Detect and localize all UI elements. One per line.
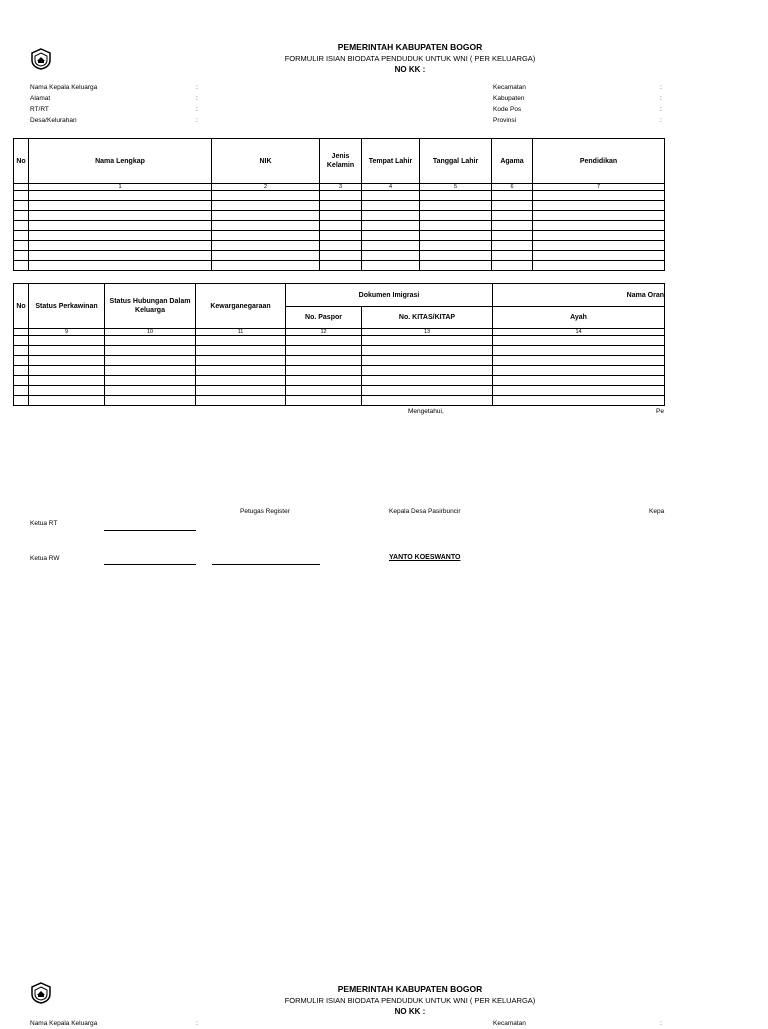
no-kk-label: NO KK : <box>394 1007 426 1016</box>
col-number: 1 <box>29 184 212 191</box>
col-number: 12 <box>286 329 362 336</box>
info-colon: : <box>196 84 198 91</box>
col-header: Dokumen Imigrasi <box>286 284 493 307</box>
info-colon: : <box>196 106 198 113</box>
header-title: PEMERINTAH KABUPATEN BOGOR <box>337 984 483 994</box>
col-number: 3 <box>320 184 362 191</box>
table-row <box>14 356 665 366</box>
col-header: Pendidikan <box>533 139 665 184</box>
status-table <box>13 283 665 406</box>
col-header: Kewarganegaraan <box>196 284 286 329</box>
table-row <box>14 231 665 241</box>
ketua-rt-label: Ketua RT <box>30 520 58 527</box>
form-header <box>230 42 590 75</box>
petugas-register-label: Petugas Register <box>240 508 290 515</box>
col-header: NIK <box>212 139 320 184</box>
kepa-label: Kepa <box>649 508 665 515</box>
ketua-rt-signature-line <box>104 530 196 531</box>
info-colon: : <box>660 84 662 91</box>
bogor-emblem-icon <box>30 48 52 70</box>
table-row <box>14 201 665 211</box>
info-right <box>493 82 668 126</box>
col-header: Nama Lengkap <box>29 139 212 184</box>
col-header: No <box>14 284 29 329</box>
table-row <box>14 346 665 356</box>
col-number: 11 <box>196 329 286 336</box>
header-subtitle: FORMULIR ISIAN BIODATA PENDUDUK UNTUK WNI ( PER KELUARGA) <box>284 996 536 1005</box>
info-left <box>30 82 210 126</box>
table-row <box>14 251 665 261</box>
header-title: PEMERINTAH KABUPATEN BOGOR <box>337 42 483 52</box>
col-header: No <box>14 139 29 184</box>
col-number <box>14 184 29 191</box>
col-number: 14 <box>493 329 665 336</box>
form-header <box>230 984 590 1017</box>
info-colon: : <box>196 117 198 124</box>
ketua-rw-label: Ketua RW <box>30 555 60 562</box>
info-label: Kabupaten <box>493 95 525 102</box>
info-label: RT/RT <box>30 106 49 113</box>
info-label: Alamat <box>30 95 51 102</box>
info-colon: : <box>660 117 662 124</box>
table-row <box>14 366 665 376</box>
col-header: Tempat Lahir <box>362 139 420 184</box>
info-label: Provinsi <box>493 117 517 124</box>
petugas-register-signature-line <box>212 564 320 565</box>
info-colon: : <box>660 95 662 102</box>
info-colon: : <box>196 95 198 102</box>
info-colon: : <box>660 106 662 113</box>
col-header: Tanggal Lahir <box>420 139 492 184</box>
table-row <box>14 241 665 251</box>
col-number: 7 <box>533 184 665 191</box>
col-number: 13 <box>362 329 493 336</box>
col-number: 4 <box>362 184 420 191</box>
table-row <box>14 336 665 346</box>
table-row <box>14 211 665 221</box>
table-row <box>14 376 665 386</box>
ketua-rw-signature-line <box>104 564 196 565</box>
col-number: 5 <box>420 184 492 191</box>
header-subtitle: FORMULIR ISIAN BIODATA PENDUDUK UNTUK WNI ( PER KELUARGA) <box>284 54 536 63</box>
col-number: 9 <box>29 329 105 336</box>
col-header: Status Perkawinan <box>29 284 105 329</box>
info-label: Desa/Kelurahan <box>30 117 77 124</box>
table-row <box>14 261 665 271</box>
info-label: Kecamatan <box>493 1020 526 1027</box>
col-header: Status Hubungan Dalam Keluarga <box>105 284 196 329</box>
col-header: No. Paspor <box>286 307 362 329</box>
table-row <box>14 191 665 201</box>
table-row <box>14 386 665 396</box>
info-label: Kode Pos <box>493 106 522 113</box>
biodata-table <box>13 138 665 271</box>
bogor-emblem-icon <box>30 982 52 1004</box>
no-kk-label: NO KK : <box>394 65 426 74</box>
col-number: 2 <box>212 184 320 191</box>
info-colon: : <box>196 1020 198 1027</box>
info-label: Kecamatan <box>493 84 526 91</box>
table-row <box>14 221 665 231</box>
kepala-desa-name: YANTO KOESWANTO <box>389 554 461 561</box>
col-header: Jenis Kelamin <box>320 139 362 184</box>
col-number: 6 <box>492 184 533 191</box>
col-header: Ayah <box>493 307 665 329</box>
table-row <box>14 396 665 406</box>
info-colon: : <box>660 1020 662 1027</box>
col-header: No. KITAS/KITAP <box>362 307 493 329</box>
kepala-desa-label: Kepala Desa Pasirbuncir <box>389 508 461 515</box>
pe-label: Pe <box>656 408 664 415</box>
col-number: 10 <box>105 329 196 336</box>
info-label: Nama Kepala Keluarga <box>30 84 98 91</box>
col-header: Nama Oran <box>493 284 665 307</box>
mengetahui-label: Mengetahui, <box>408 408 444 415</box>
col-header: Agama <box>492 139 533 184</box>
col-number <box>14 329 29 336</box>
info-label: Nama Kepala Keluarga <box>30 1020 98 1027</box>
